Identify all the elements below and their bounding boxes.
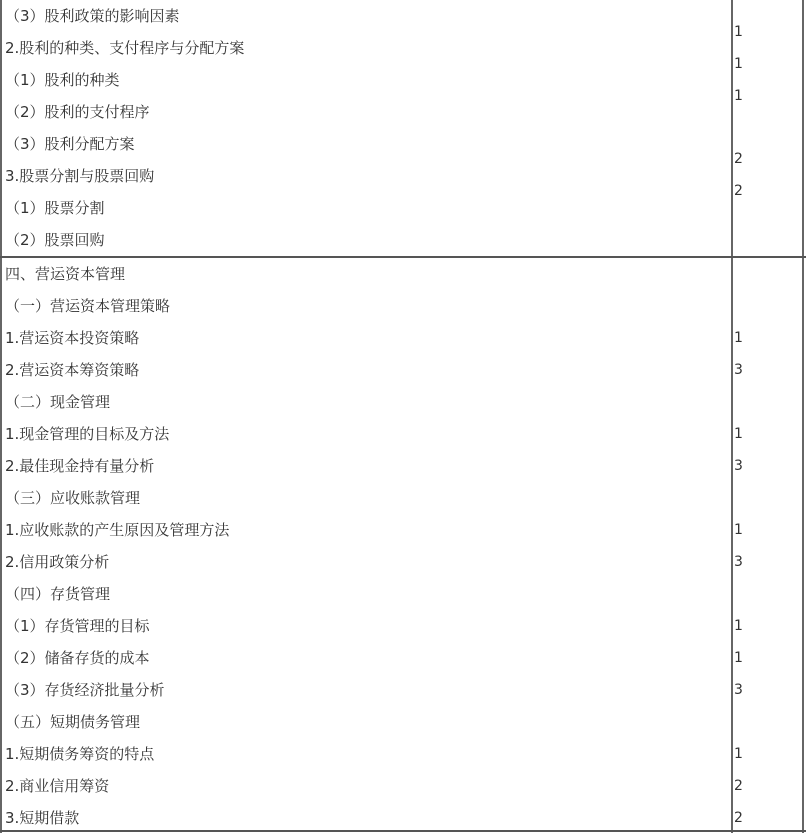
table-cell-text: 2.信用政策分析 bbox=[5, 553, 110, 571]
table-cell-text: （3）存货经济批量分析 bbox=[5, 681, 165, 699]
table-cell-text: （一）营运资本管理策略 bbox=[5, 297, 171, 315]
table-cell-text: （四）存货管理 bbox=[5, 585, 111, 603]
table-cell-text: 3.股票分割与股票回购 bbox=[5, 167, 155, 185]
table-bottom-border bbox=[0, 830, 806, 832]
table-cell-hours: 2 bbox=[734, 151, 743, 167]
table-cell-text: 2.股利的种类、支付程序与分配方案 bbox=[5, 39, 245, 57]
table-right-border bbox=[802, 0, 804, 833]
table-cell-hours: 3 bbox=[734, 682, 743, 698]
column-divider bbox=[731, 0, 733, 833]
table-cell-text: 2.最佳现金持有量分析 bbox=[5, 457, 155, 475]
table-cell-hours: 1 bbox=[734, 88, 743, 104]
table-cell-text: 1.应收账款的产生原因及管理方法 bbox=[5, 521, 230, 539]
table-cell-hours: 1 bbox=[734, 746, 743, 762]
table-cell-text: （3）股利政策的影响因素 bbox=[5, 7, 180, 25]
table-cell-hours: 2 bbox=[734, 183, 743, 199]
table-cell-hours: 1 bbox=[734, 618, 743, 634]
table-cell-hours: 1 bbox=[734, 650, 743, 666]
table-cell-text: （二）现金管理 bbox=[5, 393, 111, 411]
table-cell-text: 四、营运资本管理 bbox=[5, 265, 126, 283]
table-cell-text: （五）短期债务管理 bbox=[5, 713, 141, 731]
table-cell-hours: 1 bbox=[734, 330, 743, 346]
table-cell-text: （1）股利的种类 bbox=[5, 71, 120, 89]
table-cell-text: （3）股利分配方案 bbox=[5, 135, 135, 153]
table-left-border bbox=[0, 0, 2, 833]
table-cell-hours: 1 bbox=[734, 56, 743, 72]
table-cell-text: （三）应收账款管理 bbox=[5, 489, 141, 507]
table-cell-text: 2.商业信用筹资 bbox=[5, 777, 110, 795]
table-cell-hours: 1 bbox=[734, 426, 743, 442]
table-cell-text: （1）股票分割 bbox=[5, 199, 105, 217]
table-cell-hours: 3 bbox=[734, 554, 743, 570]
table-cell-text: （1）存货管理的目标 bbox=[5, 617, 150, 635]
table-cell-text: 1.现金管理的目标及方法 bbox=[5, 425, 170, 443]
table-cell-text: 2.营运资本筹资策略 bbox=[5, 361, 140, 379]
table-cell-text: 1.营运资本投资策略 bbox=[5, 329, 140, 347]
table-cell-hours: 3 bbox=[734, 458, 743, 474]
row-divider bbox=[0, 256, 806, 258]
table-cell-text: 3.短期借款 bbox=[5, 809, 80, 827]
table-cell-hours: 3 bbox=[734, 362, 743, 378]
table-cell-hours: 2 bbox=[734, 778, 743, 794]
table-cell-text: （2）股票回购 bbox=[5, 231, 105, 249]
table-cell-hours: 1 bbox=[734, 522, 743, 538]
table-cell-text: 1.短期债务筹资的特点 bbox=[5, 745, 155, 763]
table-cell-hours: 1 bbox=[734, 24, 743, 40]
table-cell-hours: 2 bbox=[734, 810, 743, 826]
table-cell-text: （2）股利的支付程序 bbox=[5, 103, 150, 121]
table-cell-text: （2）储备存货的成本 bbox=[5, 649, 150, 667]
